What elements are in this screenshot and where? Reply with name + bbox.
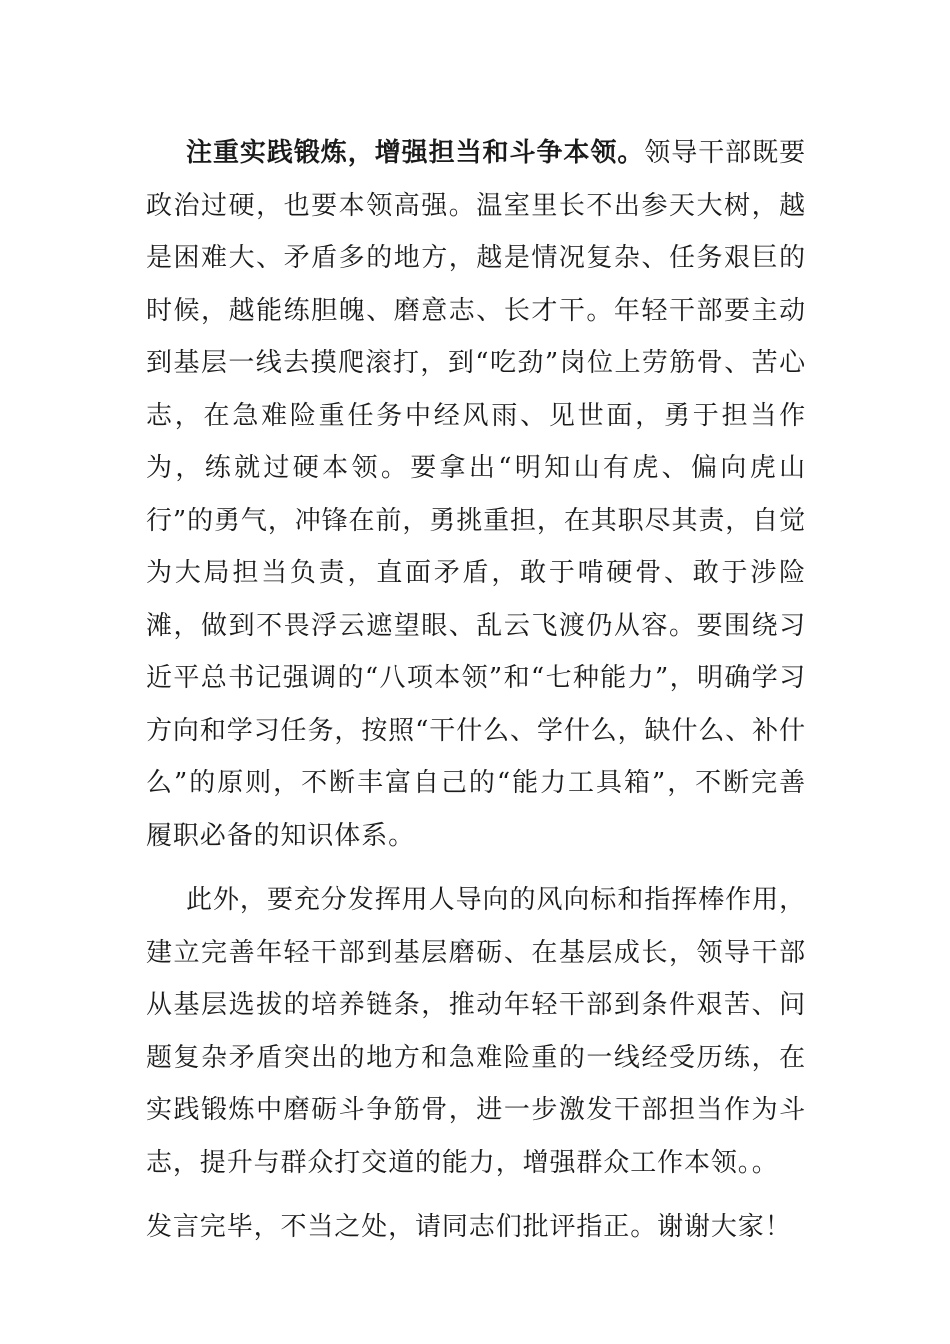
paragraph-practice-training — [146, 127, 806, 862]
paragraph-lead-heading: 注重实践锻炼，增强担当和斗争本领。 — [186, 138, 645, 168]
closing-remarks: 发言完毕，不当之处，请同志们批评指正。谢谢大家！ — [146, 1212, 792, 1242]
paragraph-body-text: 领导干部既要政治过硬，也要本领高强。温室里长不出参天大树，越是困难大、矛盾多的地方，越是情况复杂、任务艰巨的时候，越能练胆魄、磨意志、长才干。年轻干部要主动到基层一线去摸爬滚打，到“吃劲”岗位上劳筋骨、苦心志，在急难险重任务中经风雨、见世面，勇于担当作为，练就过硬本领。要拿出“明知山有虎、偏向虎山行”的勇气，冲锋在前，勇挑重担，在其职尽其责，自觉为大局担当负责，直面矛盾，敢于啃硬骨、敢于涉险滩，做到不畏浮云遮望眼、乱云飞渡仍从容。要围绕习近平总书记强调的“八项本领”和“七种能力”，明确学习方向和学习任务，按照“干什么、学什么，缺什么、补什么”的原则，不断丰富自己的“能力工具箱”，不断完善履职必备的知识体系。 — [146, 138, 806, 851]
document-page — [146, 127, 806, 1254]
paragraph-guidance: 此外，要充分发挥用人导向的风向标和指挥棒作用，建立完善年轻干部到基层磨砺、在基层成长，领导干部从基层选拔的培养链条，推动年轻干部到条件艰苦、问题复杂矛盾突出的地方和急难险重的一线经受历练，在实践锻炼中磨砺斗争筋骨，进一步激发干部担当作为斗志，提升与群众打交道的能力，增强群众工作本领。。 — [146, 885, 806, 1178]
